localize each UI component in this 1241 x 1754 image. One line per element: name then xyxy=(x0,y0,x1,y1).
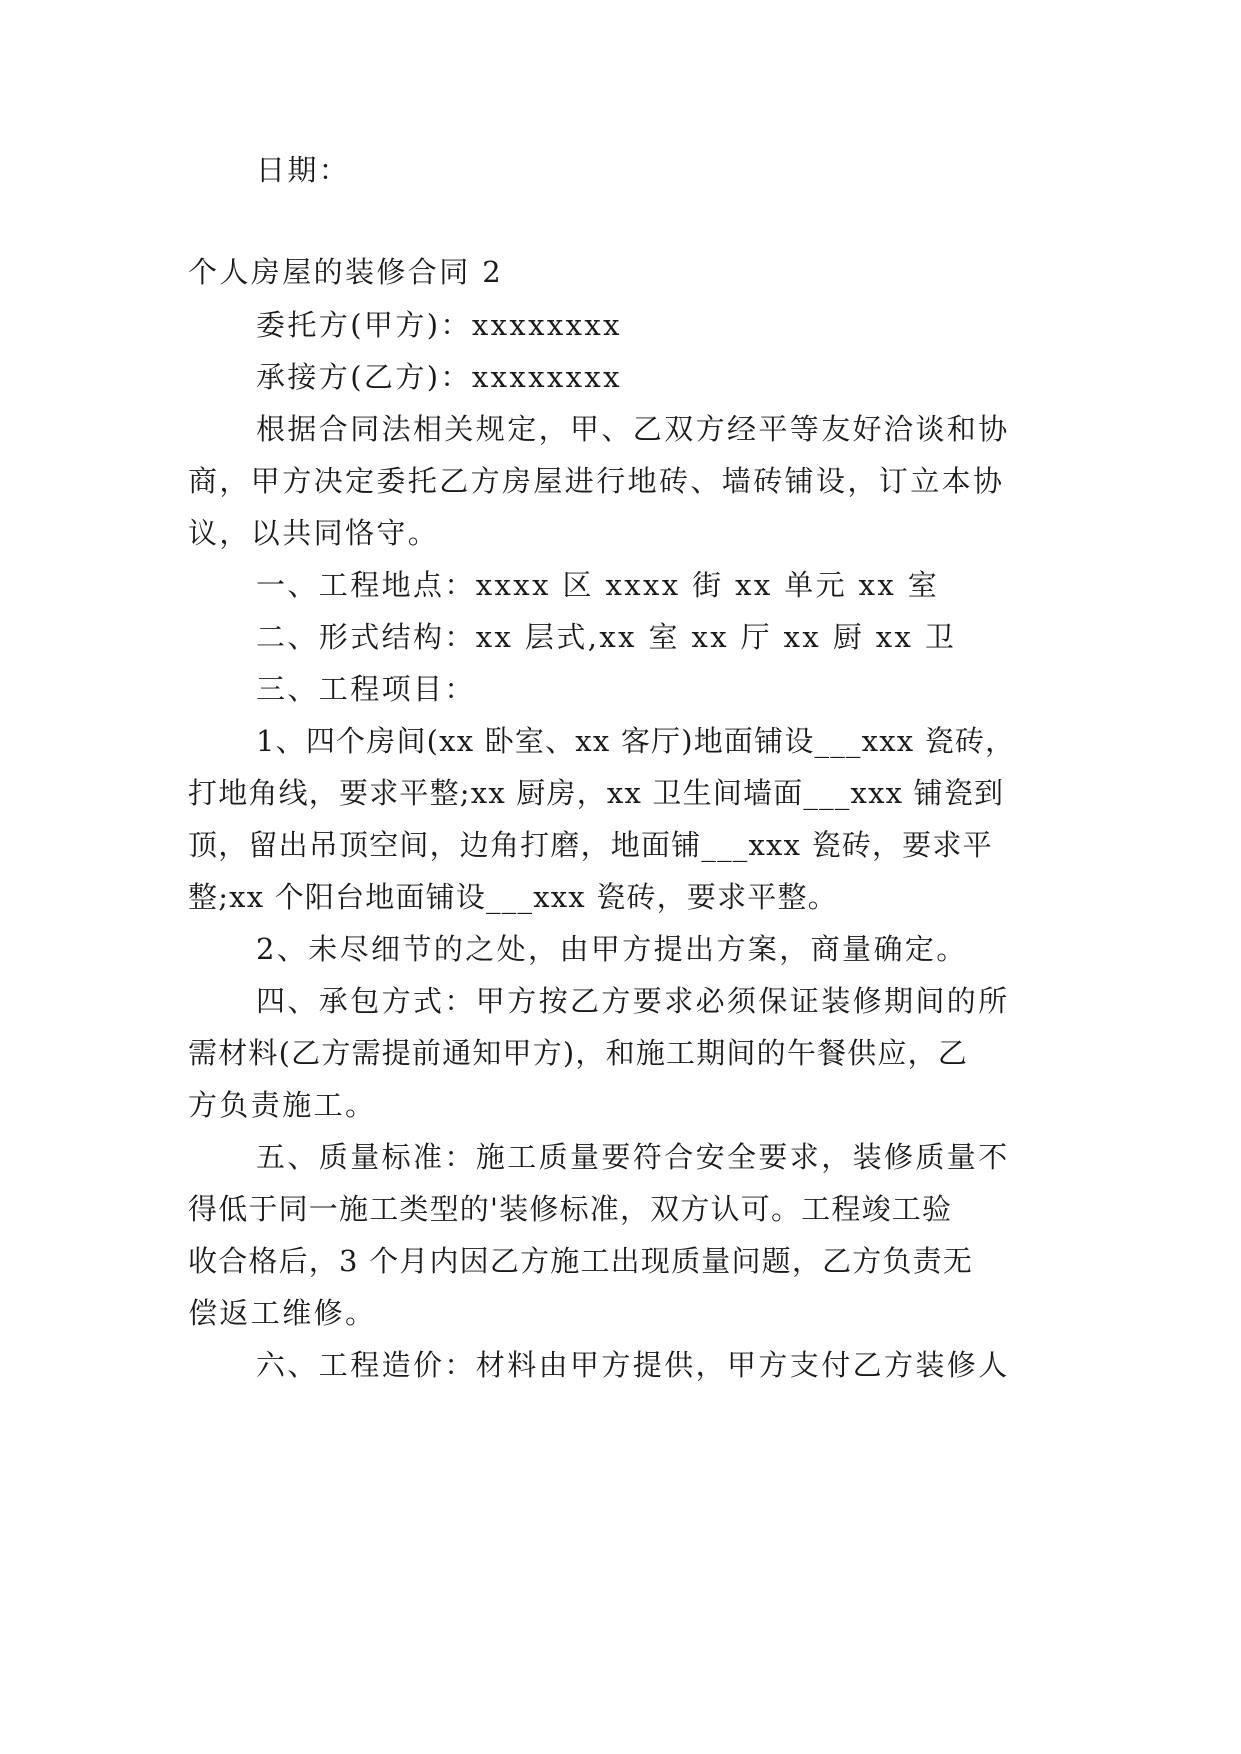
party-b: 承接方(乙方)：xxxxxxxx xyxy=(256,360,622,394)
section-4-line-3: 方负责施工。 xyxy=(188,1088,377,1122)
section-1-location: 一、工程地点：xxxx 区 xxxx 街 xx 单元 xx 室 xyxy=(256,568,940,602)
section-4-line-1: 四、承包方式：甲方按乙方要求必须保证装修期间的所 xyxy=(256,984,1010,1018)
section-5-line-2: 得低于同一施工类型的'装修标准，双方认可。工程竣工验 xyxy=(188,1192,953,1226)
intro-line-2: 商，甲方决定委托乙方房屋进行地砖、墙砖铺设，订立本协 xyxy=(188,464,1005,498)
section-5-line-4: 偿返工维修。 xyxy=(188,1296,377,1330)
section-6-line-1: 六、工程造价：材料由甲方提供，甲方支付乙方装修人 xyxy=(256,1348,1010,1382)
party-a: 委托方(甲方)：xxxxxxxx xyxy=(256,308,622,342)
item-1-line-3: 顶，留出吊顶空间，边角打磨，地面铺___xxx 瓷砖，要求平 xyxy=(188,828,993,862)
item-1-line-4: 整;xx 个阳台地面铺设___xxx 瓷砖，要求平整。 xyxy=(188,880,838,914)
section-4-line-2: 需材料(乙方需提前通知甲方)，和施工期间的午餐供应，乙 xyxy=(188,1036,969,1070)
section-5-line-1: 五、质量标准：施工质量要符合安全要求，装修质量不 xyxy=(256,1140,1010,1174)
item-1-line-2: 打地角线，要求平整;xx 厨房，xx 卫生间墙面___xxx 铺瓷到 xyxy=(188,776,1005,810)
item-1-line-1: 1、四个房间(xx 卧室、xx 客厅)地面铺设___xxx 瓷砖， xyxy=(256,724,1016,758)
section-5-line-3: 收合格后，3 个月内因乙方施工出现质量问题，乙方负责无 xyxy=(188,1244,974,1278)
date-label: 日期： xyxy=(256,153,351,187)
intro-line-1: 根据合同法相关规定，甲、乙双方经平等友好洽谈和协 xyxy=(256,412,1010,446)
section-2-structure: 二、形式结构：xx 层式,xx 室 xx 厅 xx 厨 xx 卫 xyxy=(256,620,957,654)
intro-line-3: 议，以共同恪守。 xyxy=(188,516,440,550)
contract-title: 个人房屋的装修合同 2 xyxy=(188,255,504,289)
item-2: 2、未尽细节的之处，由甲方提出方案，商量确定。 xyxy=(256,932,968,966)
section-3-heading: 三、工程项目： xyxy=(256,672,476,706)
